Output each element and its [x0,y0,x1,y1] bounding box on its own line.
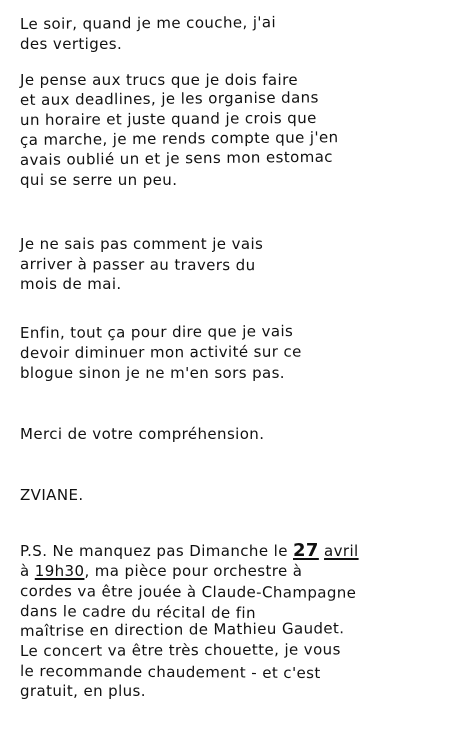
ps-line2-suffix: , ma pièce pour orchestre à [84,562,303,580]
text-line: qui se serre un peu. [20,171,178,189]
ps-line: Le concert va être très chouette, je vous [19,640,341,660]
text-line: avais oublié un et je sens mon estomac [19,147,334,169]
ps-prefix: P.S. Ne manquez pas Dimanche le [20,542,293,560]
text-line: blogue sinon je ne m'en sors pas. [20,364,285,382]
text-line: et aux deadlines, je les organise dans [19,88,319,109]
signature [20,485,438,505]
ps-line: dans le cadre du récital de fin [19,602,256,623]
ps-date-month: avril [324,542,359,560]
text-line: arriver à passer au travers du [19,255,256,275]
text-line: devoir diminuer mon activité sur ce [19,342,302,362]
text-line: un horaire et juste quand je crois que [19,108,317,129]
ps-line: le recommande chaudement - et c'est [19,662,321,683]
text-line: Je ne sais pas comment je vais [20,235,264,253]
ps-date-day: 27 [293,540,319,561]
paragraph-deadlines [20,70,438,190]
ps-line: cordes va être jouée à Claude-Champagne [19,582,357,602]
text-line: Merci de votre compréhension. [20,425,265,443]
ps-line2-prefix: à [20,562,35,580]
text-line: Le soir, quand je me couche, j'ai [19,13,277,33]
text-line: Enfin, tout ça pour dire que je vais [19,322,294,342]
text-line: des vertiges. [20,35,123,53]
ps-line [20,541,438,561]
text-line: Je pense aux trucs que je dois faire [20,71,298,89]
signature-text: ZVIANE. [20,486,84,504]
paragraph-may [20,234,438,294]
paragraph-thanks [20,424,438,444]
ps-line: maîtrise en direction de Mathieu Gaudet. [19,619,345,640]
ps-line: gratuit, en plus. [20,682,146,700]
paragraph-blog-activity [20,323,438,383]
ps-line [20,561,438,581]
paragraph-intro [20,14,438,54]
ps-time: 19h30 [34,562,85,580]
text-line: mois de mai. [20,275,122,293]
text-line: ça marche, je me rends compte que j'en [19,128,339,149]
postscript [20,541,438,701]
